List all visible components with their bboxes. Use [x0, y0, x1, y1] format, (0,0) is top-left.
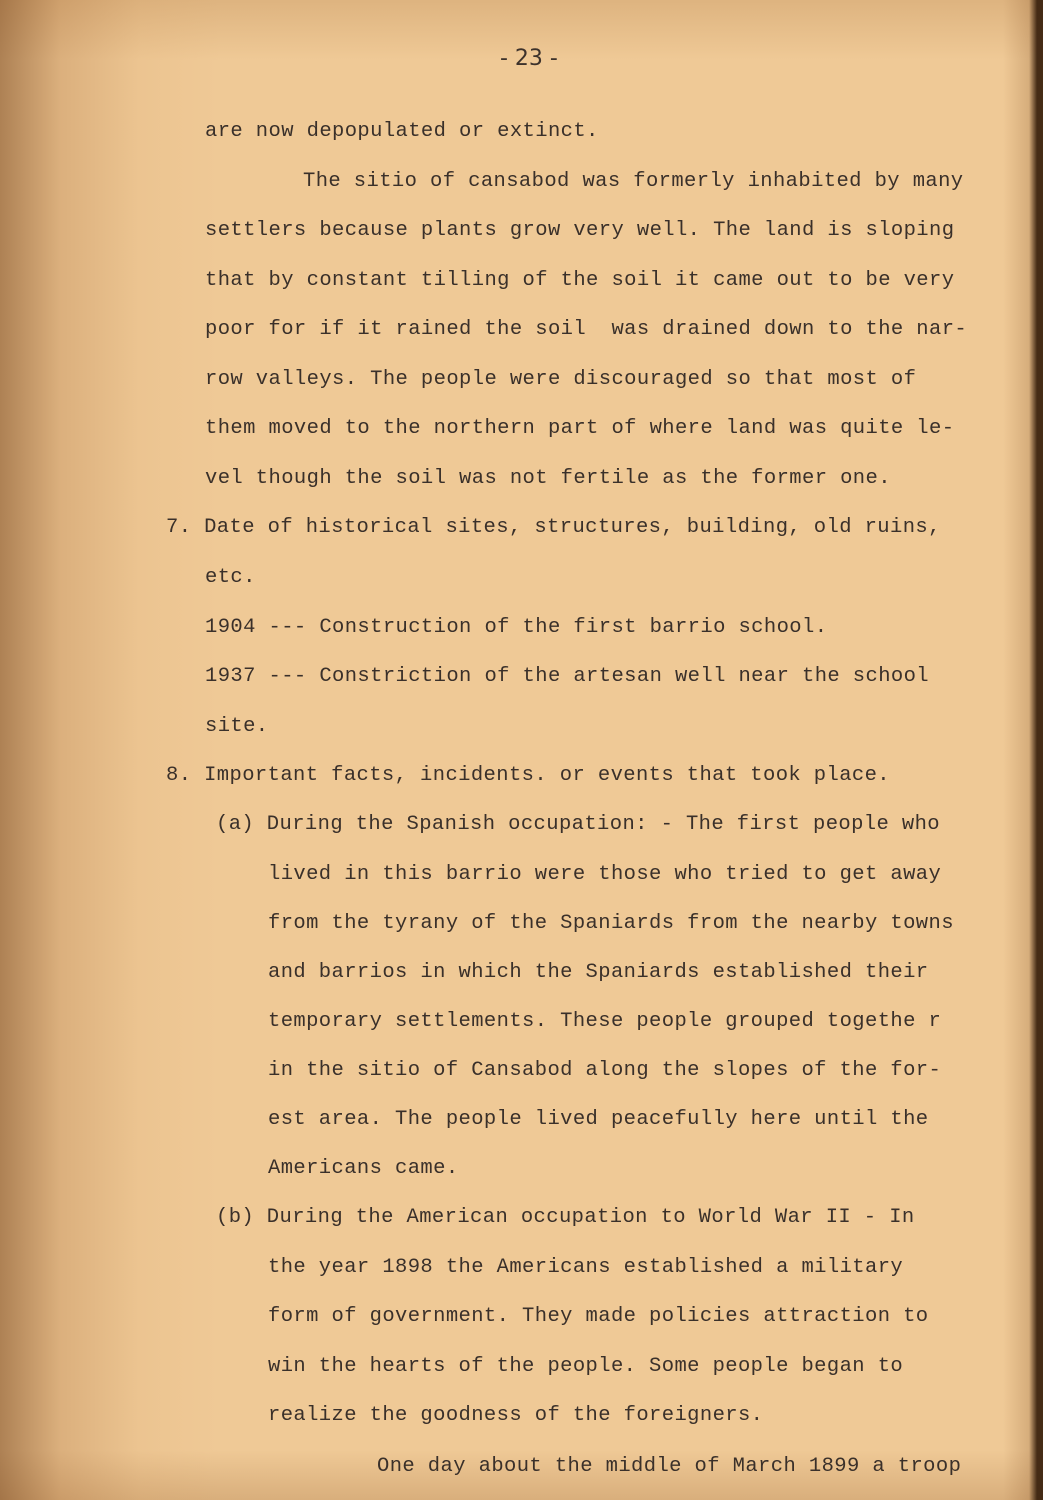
text-line-19: temporary settlements. These people grouped togethe r [268, 1010, 942, 1033]
text-line-1: are now depopulated or extinct. [205, 120, 599, 143]
text-line-5: poor for if it rained the soil was drained down to the nar- [205, 318, 968, 341]
text-line-16: lived in this barrio were those who tried to get away [268, 863, 942, 886]
text-line-3: settlers because plants grow very well. The land is sloping [205, 219, 955, 242]
text-line-4: that by constant tilling of the soil it came out to be very [205, 269, 955, 292]
list-item-7: 7. Date of historical sites, structures, building, old ruins, [166, 516, 941, 539]
text-line-12: 1937 --- Constriction of the artesan well near the school [205, 665, 930, 688]
text-line-13: site. [205, 715, 269, 738]
text-line-28: One day about the middle of March 1899 a troop [377, 1455, 962, 1478]
text-line-17: from the tyrany of the Spaniards from the nearby towns [268, 912, 954, 935]
text-line-8: vel though the soil was not fertile as the former one. [205, 467, 891, 490]
text-line-18: and barrios in which the Spaniards established their [268, 961, 929, 984]
text-line-21: est area. The people lived peacefully here until the [268, 1108, 929, 1131]
text-line-7: them moved to the northern part of where land was quite le- [205, 417, 955, 440]
text-line-26: win the hearts of the people. Some people began to [268, 1355, 904, 1378]
text-line-20: in the sitio of Cansabod along the slopes of the for- [268, 1059, 942, 1082]
text-line-11: 1904 --- Construction of the first barrio school. [205, 616, 828, 639]
sub-item-b: (b) During the American occupation to World War II - In [216, 1206, 915, 1229]
text-line-24: the year 1898 the Americans established a military [268, 1256, 904, 1279]
list-item-8: 8. Important facts, incidents. or events that took place. [166, 764, 891, 787]
text-line-22: Americans came. [268, 1157, 459, 1180]
sub-item-a: (a) During the Spanish occupation: - The first people who [216, 813, 941, 836]
page-number: - 23 - [500, 46, 558, 71]
text-line-25: form of government. They made policies attraction to [268, 1305, 929, 1328]
text-line-10: etc. [205, 566, 256, 589]
text-line-6: row valleys. The people were discouraged so that most of [205, 368, 917, 391]
text-line-27: realize the goodness of the foreigners. [268, 1404, 764, 1427]
text-line-2: The sitio of cansabod was formerly inhabited by many [303, 170, 964, 193]
